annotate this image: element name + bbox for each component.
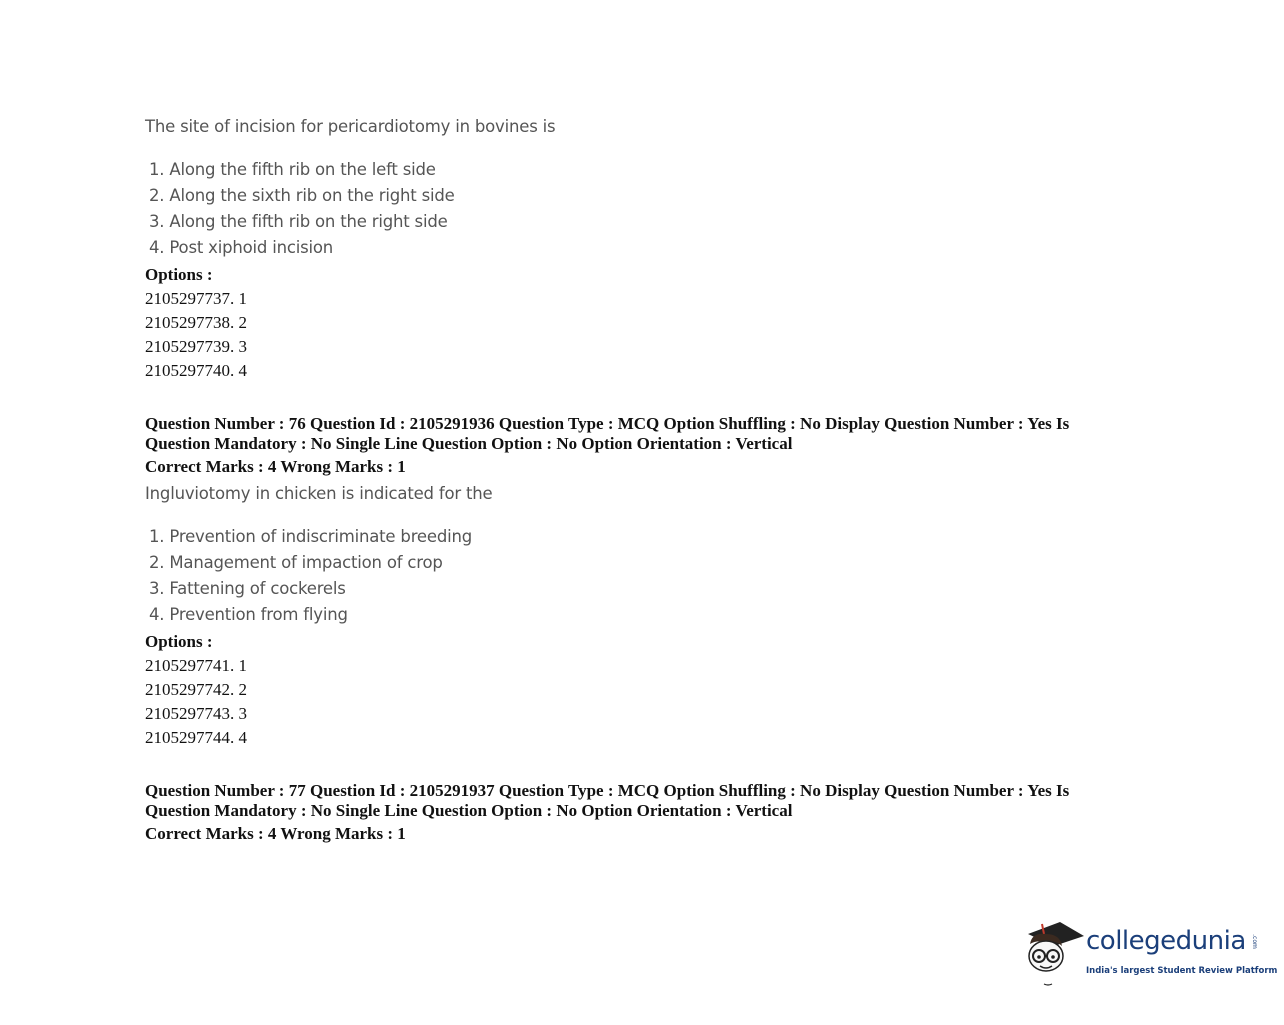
q75-question-text: The site of incision for pericardiotomy in bovines is bbox=[145, 117, 556, 136]
q75-choice-1: 1. Along the fifth rib on the left side bbox=[149, 160, 436, 179]
logo-tagline: India's largest Student Review Platform bbox=[1086, 966, 1278, 976]
q76-option-1: 2105297741. 1 bbox=[145, 656, 247, 675]
graduate-mascot-icon bbox=[1022, 916, 1084, 991]
q76-option-2: 2105297742. 2 bbox=[145, 680, 247, 699]
q75-option-3: 2105297739. 3 bbox=[145, 337, 247, 356]
q75-choice-3: 3. Along the fifth rib on the right side bbox=[149, 212, 448, 231]
q75-option-4: 2105297740. 4 bbox=[145, 361, 247, 380]
q75-choice-4: 4. Post xiphoid incision bbox=[149, 238, 334, 257]
q77-meta: Question Number : 77 Question Id : 2105291937 Question Type : MCQ Option Shuffling : No Display Question Number : Yes Is Question Mandatory : No Single Line Question Option : No Option Orientation : Vertical bbox=[145, 781, 1070, 820]
q76-question-text: Ingluviotomy in chicken is indicated for the bbox=[145, 484, 493, 503]
q75-choice-2: 2. Along the sixth rib on the right side bbox=[149, 186, 455, 205]
q76-option-4: 2105297744. 4 bbox=[145, 728, 247, 747]
q76-choice-3: 3. Fattening of cockerels bbox=[149, 579, 346, 598]
q76-choice-2: 2. Management of impaction of crop bbox=[149, 553, 443, 572]
q76-meta: Question Number : 76 Question Id : 2105291936 Question Type : MCQ Option Shuffling : No Display Question Number : Yes Is Question Mandatory : No Single Line Question Option : No Option Orientation : Vertical bbox=[145, 414, 1070, 453]
q76-marks: Correct Marks : 4 Wrong Marks : 1 bbox=[145, 457, 406, 476]
q76-options-label: Options : bbox=[145, 632, 213, 651]
q76-choice-1: 1. Prevention of indiscriminate breeding bbox=[149, 527, 473, 546]
logo-domain-suffix: .com bbox=[1250, 934, 1258, 949]
q76-choice-4: 4. Prevention from flying bbox=[149, 605, 348, 624]
q75-option-2: 2105297738. 2 bbox=[145, 313, 247, 332]
q77-marks: Correct Marks : 4 Wrong Marks : 1 bbox=[145, 824, 406, 843]
q75-option-1: 2105297737. 1 bbox=[145, 289, 247, 308]
logo-wordmark: collegedunia bbox=[1086, 926, 1246, 956]
q76-option-3: 2105297743. 3 bbox=[145, 704, 247, 723]
collegedunia-logo bbox=[1022, 916, 1278, 991]
q75-options-label: Options : bbox=[145, 265, 213, 284]
